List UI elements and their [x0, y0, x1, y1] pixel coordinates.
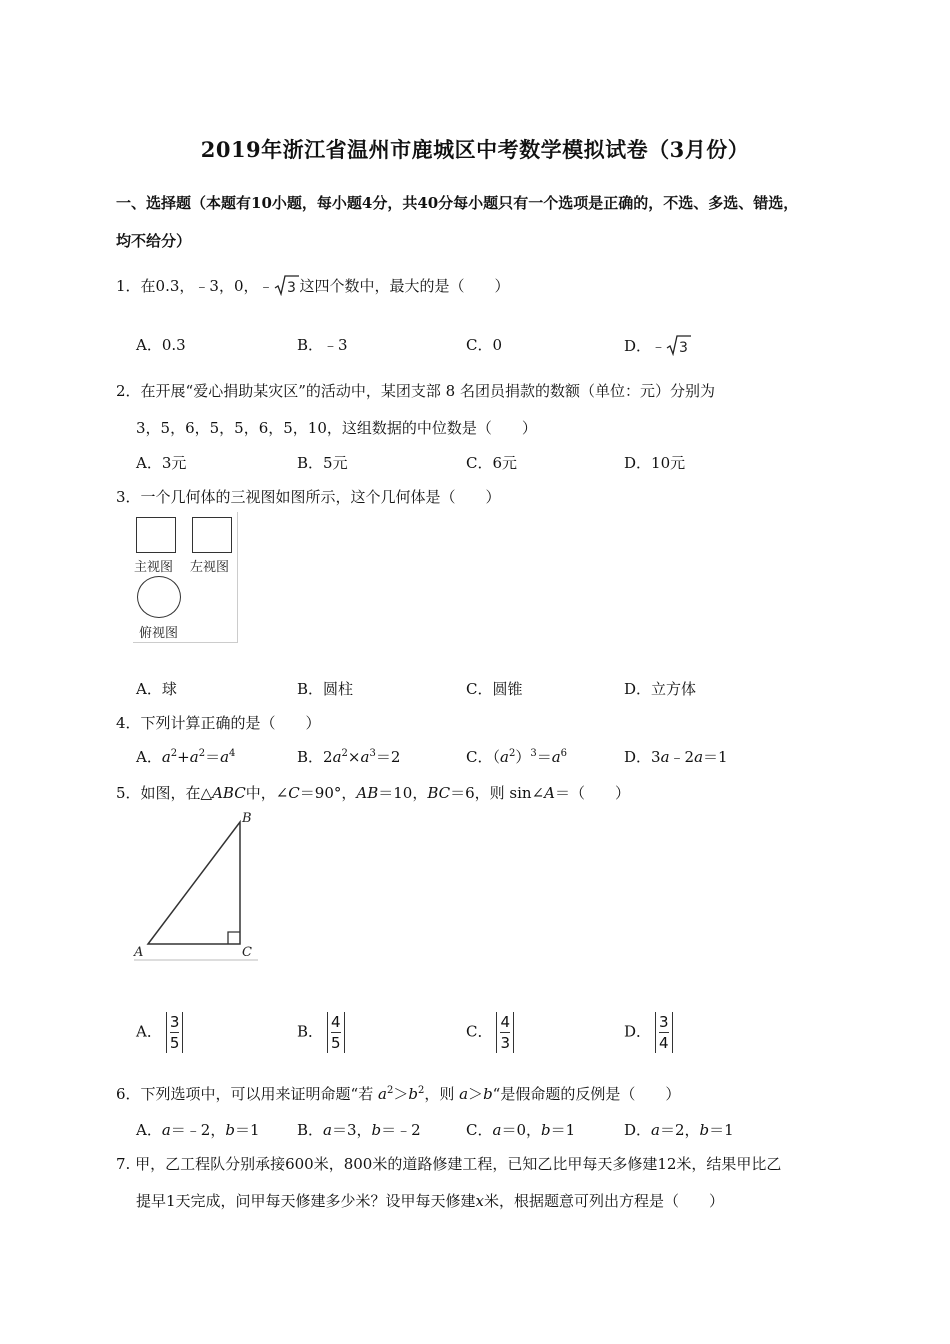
q3-option-b: B．圆柱: [297, 680, 354, 698]
q1-option-c: C．0: [466, 336, 503, 354]
q5-option-d: D． $\frac{3}{4}$: [624, 1012, 673, 1053]
front-view-square: [136, 517, 176, 553]
fraction: $\frac{3}{5}$: [166, 1012, 184, 1053]
section-heading-line1: 一、选择题（本题有10小题，每小题4分，共40分每小题只有一个选项是正确的，不选、多选、错选，: [116, 194, 799, 212]
left-view-square: [192, 517, 232, 553]
right-triangle-figure: [132, 808, 262, 964]
q6-option-c: C．a＝0，b＝1: [466, 1121, 576, 1139]
svg-text:3: 3: [286, 280, 296, 296]
sqrt-symbol: [666, 334, 692, 360]
fraction: $\frac{4}{5}$: [327, 1012, 345, 1053]
q5-option-b: B． $\frac{4}{5}$: [297, 1012, 345, 1053]
q6-option-b: B．a＝3，b＝﹣2: [297, 1121, 421, 1139]
q4-option-a: A．$a^2+a^2=a^4$: [136, 748, 236, 766]
q6-option-d: D．a＝2，b＝1: [624, 1121, 734, 1139]
question-3-stem: 3．一个几何体的三视图如图所示，这个几何体是（ ）: [116, 488, 501, 506]
q3-option-c: C．圆锥: [466, 680, 523, 698]
q6-option-a: A．a＝﹣2，b＝1: [136, 1121, 260, 1139]
vertex-b-label: B: [242, 811, 252, 826]
question-1-stem: 1．在0.3，﹣3，0，﹣ 3 这四个数中，最大的是（ ）: [116, 274, 510, 300]
fraction: $\frac{4}{3}$: [496, 1012, 514, 1053]
sqrt-symbol: [274, 274, 300, 300]
three-view-figure: [133, 512, 238, 643]
q2-option-b: B．5元: [297, 454, 348, 472]
q3-option-a: A．球: [136, 680, 177, 698]
q5-option-c: C． $\frac{4}{3}$: [466, 1012, 514, 1053]
q1-option-d: D．﹣ 3: [624, 334, 692, 360]
q5-option-a: A． $\frac{3}{5}$: [136, 1012, 183, 1053]
svg-text:3: 3: [679, 340, 688, 356]
q4-option-c: C．$(a^2)^3=a^6$: [466, 748, 568, 766]
section-heading-line2: 均不给分）: [116, 232, 192, 250]
left-view-label: 左视图: [190, 560, 230, 575]
question-7-line1: 7. 甲，乙工程队分别承接600米，800米的道路修建工程，已知乙比甲每天多修建12米，结果甲比乙: [116, 1155, 782, 1173]
question-5-stem: 5．如图，在△ABC中，∠C＝90°，AB＝10，BC＝6，则 sin∠A＝（ ）: [116, 784, 631, 802]
question-7-line2: 提早1天完成，问甲每天修建多少米？设甲每天修建x米，根据题意可列出方程是（ ）: [136, 1192, 725, 1210]
q4-option-b: B．$2a^2\times a^3=2$: [297, 748, 401, 766]
question-4-stem: 4．下列计算正确的是（ ）: [116, 714, 321, 732]
q1-option-a: A．0.3: [136, 336, 186, 354]
q2-option-c: C．6元: [466, 454, 518, 472]
front-view-label: 主视图: [134, 560, 174, 575]
question-6-stem: 6．下列选项中，可以用来证明命题“若 $a^2>b^2$，则 a＞b“是假命题的反例是（ ）: [116, 1085, 681, 1103]
question-2-line2: 3，5，6，5，5，6，5，10，这组数据的中位数是（ ）: [136, 419, 537, 437]
q3-option-d: D．立方体: [624, 680, 697, 698]
fraction: $\frac{3}{4}$: [655, 1012, 673, 1053]
page-title: 2019年浙江省温州市鹿城区中考数学模拟试卷（3月份）: [200, 137, 750, 162]
q4-option-d: D．3a﹣2a＝1: [624, 748, 728, 766]
vertex-a-label: A: [134, 945, 144, 960]
triangle-abc: [148, 822, 240, 944]
vertex-c-label: C: [242, 945, 252, 960]
q2-option-a: A．3元: [136, 454, 187, 472]
q1-option-b: B．﹣3: [297, 336, 348, 354]
top-view-label: 俯视图: [139, 626, 179, 641]
question-2-line1: 2．在开展“爱心捐助某灾区”的活动中，某团支部 8 名团员捐款的数额（单位：元）分别为: [116, 382, 715, 400]
top-view-circle: [137, 576, 181, 618]
q2-option-d: D．10元: [624, 454, 686, 472]
right-angle-mark: [228, 932, 240, 944]
